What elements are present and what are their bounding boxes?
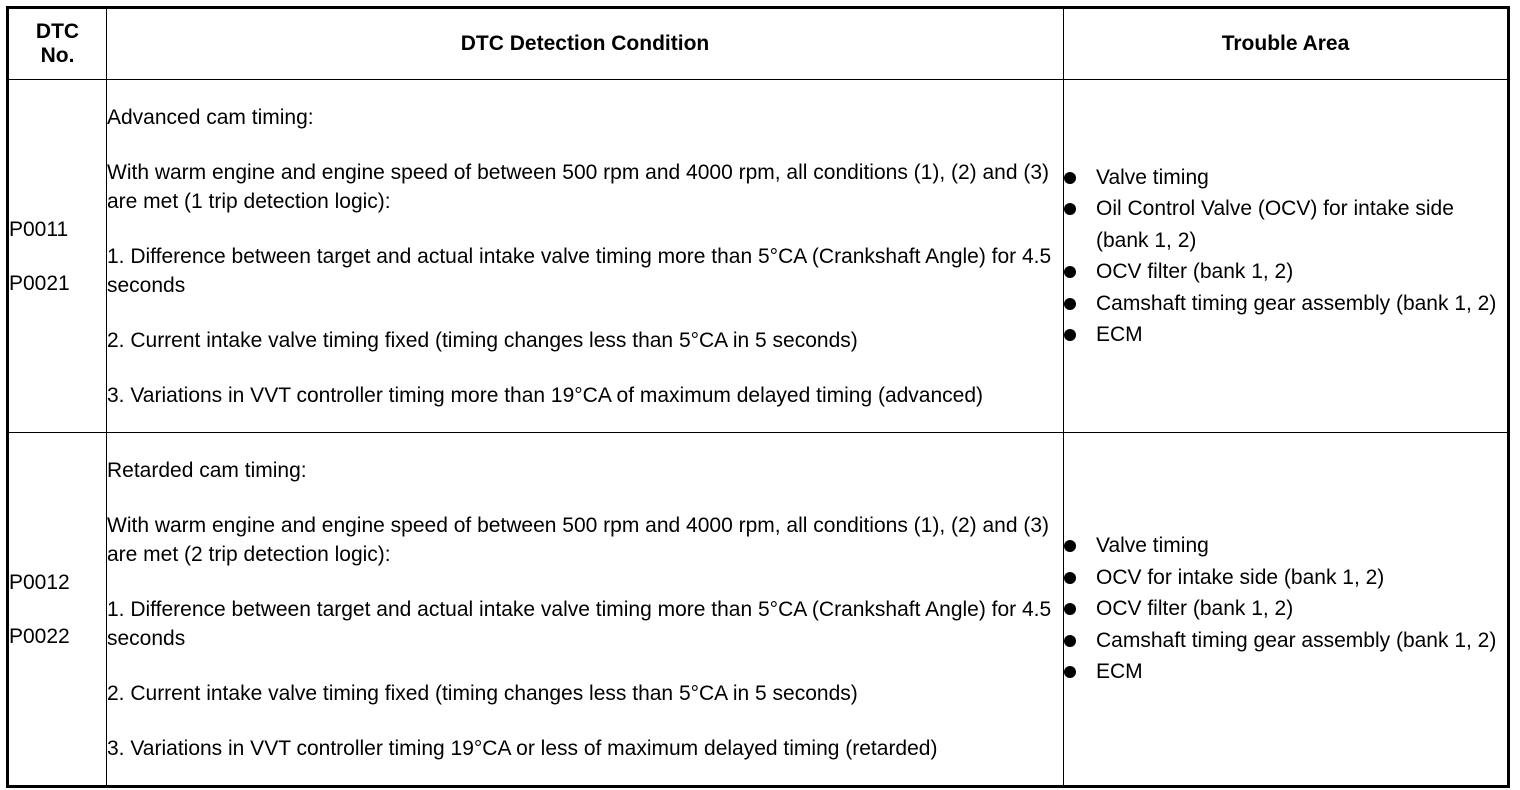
trouble-area-text: Valve timing (1096, 534, 1209, 558)
condition-item: 3. Variations in VVT controller timing 19°CA or less of maximum delayed timing (retarded) (107, 736, 938, 760)
dtc-table (6, 6, 1510, 788)
trouble-area-text: ECM (1096, 660, 1143, 684)
dtc-code: P0022 (9, 624, 70, 648)
condition-title: Retarded cam timing: (107, 458, 307, 482)
detection-condition-cell (107, 433, 1064, 787)
condition-intro: With warm engine and engine speed of between 500 rpm and 4000 rpm, all conditions (1), (2) and (3) are met (2 trip detection logic): (107, 513, 1050, 566)
condition-intro: With warm engine and engine speed of between 500 rpm and 4000 rpm, all conditions (1), (2) and (3) are met (1 trip detection logic): (107, 160, 1050, 213)
bullet-icon (1064, 298, 1076, 310)
bullet-icon (1064, 172, 1076, 184)
trouble-area-list (1064, 530, 1507, 688)
trouble-area-text: OCV filter (bank 1, 2) (1096, 260, 1294, 283)
table-row (8, 433, 1509, 787)
list-item (1064, 288, 1507, 320)
trouble-area-text: Valve timing (1096, 165, 1209, 189)
bullet-icon (1064, 329, 1076, 341)
dtc-code: P0011 (9, 217, 69, 241)
bullet-icon (1064, 666, 1076, 678)
condition-item: 1. Difference between target and actual intake valve timing more than 5°CA (Crankshaft Angle) for 4.5 seconds (107, 244, 1052, 297)
header-dtc-no: DTC No. (8, 8, 107, 80)
header-row (8, 8, 1509, 80)
bullet-icon (1064, 603, 1076, 615)
bullet-icon (1064, 540, 1076, 552)
trouble-area-text: Oil Control Valve (OCV) for intake side (bank 1, 2) (1096, 197, 1454, 252)
trouble-area-cell (1064, 80, 1509, 433)
trouble-area-list (1064, 162, 1507, 351)
table-row (8, 80, 1509, 433)
condition-item: 2. Current intake valve timing fixed (timing changes less than 5°CA in 5 seconds) (107, 681, 858, 705)
bullet-icon (1064, 266, 1076, 278)
dtc-code: P0021 (9, 271, 70, 295)
condition-item: 1. Difference between target and actual intake valve timing more than 5°CA (Crankshaft Angle) for 4.5 seconds (107, 597, 1052, 650)
trouble-area-cell (1064, 433, 1509, 787)
condition-item: 2. Current intake valve timing fixed (timing changes less than 5°CA in 5 seconds) (107, 328, 858, 352)
condition-item: 3. Variations in VVT controller timing more than 19°CA of maximum delayed timing (advanced) (107, 383, 984, 407)
header-condition: DTC Detection Condition (107, 8, 1064, 80)
list-item (1064, 319, 1507, 351)
trouble-area-text: OCV for intake side (bank 1, 2) (1096, 565, 1385, 589)
dtc-codes-cell (8, 80, 107, 433)
trouble-area-text: Camshaft timing gear assembly (bank 1, 2) (1096, 291, 1497, 315)
dtc-codes-cell (8, 433, 107, 787)
list-item (1064, 256, 1507, 288)
detection-condition-cell (107, 80, 1064, 433)
list-item (1064, 530, 1507, 562)
header-trouble-area: Trouble Area (1064, 8, 1509, 80)
list-item (1064, 656, 1507, 688)
list-item (1064, 625, 1507, 657)
condition-title: Advanced cam timing: (107, 105, 314, 129)
trouble-area-text: ECM (1096, 323, 1143, 346)
bullet-icon (1064, 203, 1076, 215)
list-item (1064, 162, 1507, 194)
trouble-area-text: Camshaft timing gear assembly (bank 1, 2) (1096, 628, 1497, 652)
trouble-area-text: OCV filter (bank 1, 2) (1096, 597, 1294, 621)
list-item (1064, 593, 1507, 625)
list-item (1064, 562, 1507, 594)
bullet-icon (1064, 635, 1076, 647)
list-item (1064, 193, 1507, 256)
bullet-icon (1064, 572, 1076, 584)
dtc-code: P0012 (9, 570, 70, 594)
